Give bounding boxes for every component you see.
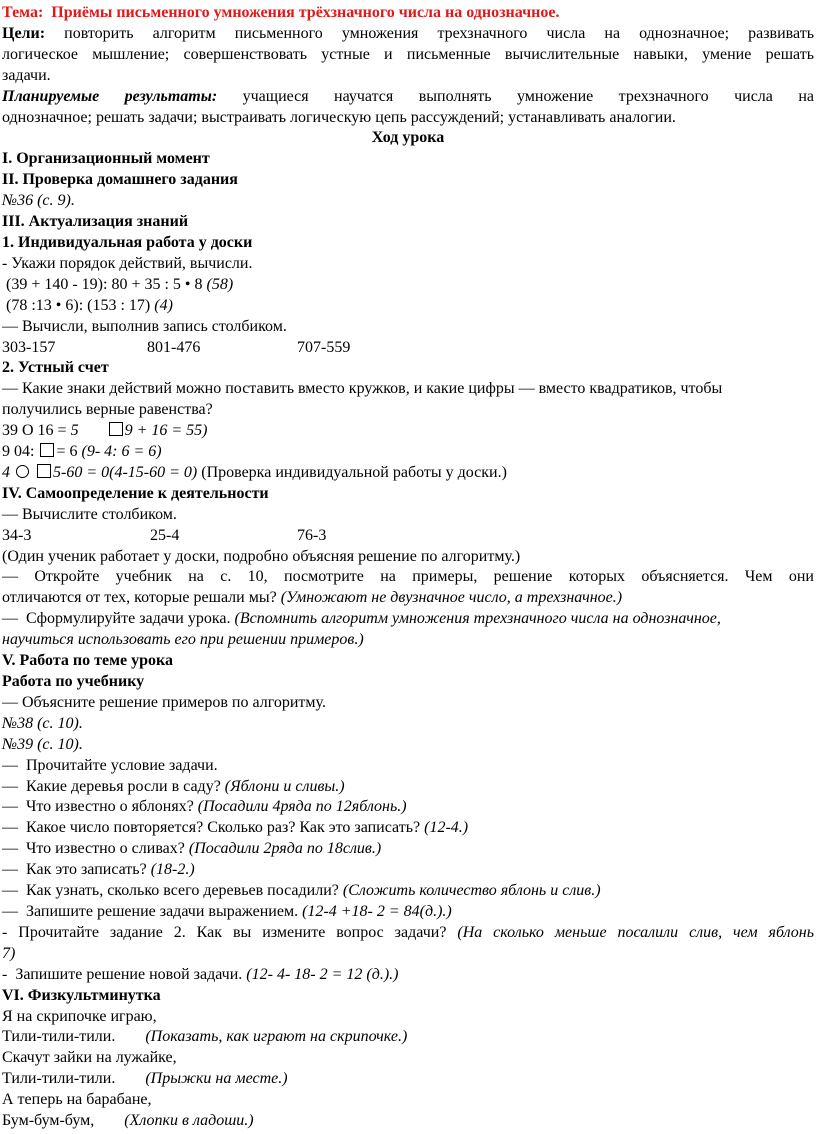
equation-1-b: 5 (70, 422, 79, 440)
open-book-line-2 (2, 588, 814, 609)
equation-2-a: 9 04: (2, 443, 39, 461)
task2-question: - Прочитайте задание 2. Как вы измените вопрос задачи? (2, 923, 458, 941)
column-item-2: 801-476 (147, 338, 201, 356)
equation-2-b: = 6 (56, 443, 82, 461)
square-placeholder-icon (37, 464, 51, 478)
open-book-text-2: отличаются от тех, которые решали мы? (2, 589, 281, 607)
open-book-line-1 (2, 567, 814, 588)
open-book-text-1: — Откройте учебник на с. 10, посмотрите на примеры, решение которых объясняется. Чем они (2, 568, 814, 586)
poem-line (2, 1111, 814, 1132)
qa-answer: (Яблони и сливы.) (224, 777, 345, 795)
qa-row (2, 756, 814, 777)
lesson-topic (2, 3, 814, 24)
equation-3-b: 5-60 = 0(4-15-60 = 0) (53, 463, 198, 481)
calc-items (2, 526, 814, 547)
poem-line (2, 1027, 814, 1048)
poem-note: (Показать, как играют на скрипочке.) (145, 1028, 408, 1046)
poem-text: Тили-тили-тили. (2, 1070, 116, 1088)
task-order: - Укажи порядок действий, вычисли. (2, 254, 253, 272)
goals-line-2 (2, 45, 814, 66)
goals-text-2: логическое мышление; совершенствовать устные и письменные вычислительные навыки, умение решать (2, 45, 814, 63)
calc-item-1: 34-3 (2, 526, 32, 544)
qa-answer: (12-4.) (424, 819, 469, 837)
results-line-1 (2, 87, 814, 108)
task2-answer-1: (На сколько меньше посалили слив, чем яблонь (457, 923, 814, 941)
formulate-answer-2: научиться использовать его при решении примеров.) (2, 631, 364, 649)
oral-question-1: — Какие знаки действий можно поставить вместо кружков, и какие цифры — вместо квадратиков, чтобы (2, 380, 723, 398)
equation-1 (2, 421, 814, 442)
qa-row (2, 881, 814, 902)
qa-answer: (12-4 +18- 2 = 84(д.).) (302, 902, 452, 920)
expression-1-text: (39 + 140 - 19): 80 + 35 : 5 • 8 (2, 275, 207, 293)
expression-1 (2, 275, 814, 296)
goals-line-3: задачи. (2, 66, 51, 84)
qa-question: — Запишите решение задачи выражением. (2, 902, 303, 920)
qa-row (2, 839, 814, 860)
section-1-heading: I. Организационный момент (2, 150, 210, 168)
open-book-answer: (Умножают не двузначное число, а трехзначное.) (280, 589, 623, 607)
qa-row (2, 860, 814, 881)
topic-label: Тема: (2, 4, 44, 21)
goals-line-1 (2, 24, 814, 45)
qa-row (2, 777, 814, 798)
section-6-heading: VI. Физкультминутка (2, 986, 161, 1004)
task2-answer-2: 7) (2, 944, 16, 962)
results-label: Планируемые результаты: (2, 87, 218, 105)
poem-line (2, 1069, 814, 1090)
homework-ref: №36 (с. 9). (2, 192, 75, 210)
poem-text: Тили-тили-тили. (2, 1028, 116, 1046)
qa-answer: (18-2.) (150, 861, 195, 879)
textbook-heading: Работа по учебнику (2, 673, 145, 690)
lesson-heading: Ход урока (371, 129, 445, 147)
expression-2-text: (78 :13 • 6): (153 : 17) (2, 296, 155, 314)
goals-label: Цели: (2, 24, 46, 42)
qa-question: — Что известно о сливах? (2, 840, 189, 858)
task2-question-line (2, 923, 814, 944)
qa-answer: (Посадили 4ряда по 12яблонь.) (197, 798, 407, 816)
exercise-39: №39 (с. 10). (2, 735, 83, 753)
poem-text: Скачут зайки на лужайке, (2, 1049, 177, 1067)
poem-text: А теперь на барабане, (2, 1091, 152, 1109)
qa-question: — Какие деревья росли в саду? (2, 777, 225, 795)
equation-2-c: (9- 4: 6 = 6) (81, 443, 162, 461)
column-item-1: 303-157 (2, 338, 56, 356)
formulate-line-1 (2, 609, 814, 630)
equation-1-c: 9 + 16 = 55) (124, 422, 208, 440)
oral-question-2: получились верные равенства? (2, 401, 213, 419)
qa-question: — Что известно о яблонях? (2, 798, 198, 816)
results-line-2: однозначное; решать задачи; выстраивать логическую цепь рассуждений; устанавливать аналогии. (2, 108, 676, 126)
equation-1-a: 39 О 16 = (2, 422, 71, 440)
exercise-38: №38 (с. 10). (2, 714, 83, 732)
subsection-3-2: 2. Устный счет (2, 359, 109, 377)
poem-text: Я на скрипочке играю, (2, 1007, 157, 1025)
section-5-heading: V. Работа по теме урока (2, 652, 173, 670)
poem-line (2, 1090, 814, 1111)
qa-row (2, 797, 814, 818)
section-3-heading: III. Актуализация знаний (2, 213, 189, 231)
equation-3-a: 4 (2, 463, 10, 481)
equation-2 (2, 442, 814, 463)
qa-row (2, 818, 814, 839)
circle-placeholder-icon (16, 465, 29, 478)
qa-answer: (Сложить количество яблонь и слив.) (342, 882, 601, 900)
poem-line (2, 1048, 814, 1069)
expression-2-answer: (4) (154, 296, 173, 314)
column-item-3: 707-559 (297, 338, 351, 356)
equation-3 (2, 463, 814, 484)
subsection-3-1: 1. Индивидуальная работа у доски (2, 233, 253, 251)
poem-note: (Прыжки на месте.) (145, 1070, 288, 1088)
formulate-answer-1: (Вспомнить алгоритм умножения трехзначного числа на однозначное, (234, 610, 721, 628)
formulate-text: — Сформулируйте задачи урока. (2, 610, 235, 628)
explain-task: — Объясните решение примеров по алгоритму. (2, 693, 326, 711)
topic-text: Приёмы письменного умножения трёхзначного числа на однозначное. (51, 4, 560, 21)
task2-write-answer: (12- 4- 18- 2 = 12 (д.).) (246, 965, 399, 983)
qa-question: — Как узнать, сколько всего деревьев посадили? (2, 882, 343, 900)
goals-text-1: повторить алгоритм письменного умножения трехзначного числа на однозначное; развивать (64, 24, 814, 42)
section-2-heading: II. Проверка домашнего задания (2, 171, 238, 189)
section-4-heading: IV. Самоопределение к деятельности (2, 484, 269, 502)
poem-text: Бум-бум-бум, (2, 1112, 95, 1130)
qa-question: — Как это записать? (2, 861, 151, 879)
calc-item-2: 25-4 (150, 526, 180, 544)
poem-line (2, 1007, 814, 1028)
qa-answer: (Посадили 2ряда по 18слив.) (188, 840, 382, 858)
expression-1-answer: (58) (206, 275, 234, 293)
expression-2 (2, 296, 814, 317)
qa-row (2, 902, 814, 923)
calc-item-3: 76-3 (297, 526, 327, 544)
square-placeholder-icon (109, 422, 123, 436)
one-student-note: (Один ученик работает у доски, подробно объясняя решение по алгоритму.) (2, 547, 521, 565)
task2-write-line (2, 965, 814, 986)
calc-task: — Вычислите столбиком. (2, 505, 177, 523)
column-items (2, 338, 814, 359)
equation-3-c: (Проверка индивидуальной работы у доски.) (197, 463, 507, 481)
results-text-1: учащиеся научатся выполнять умножение трехзначного числа на (242, 87, 814, 105)
qa-question: — Какое число повторяется? Сколько раз? Как это записать? (2, 819, 425, 837)
qa-question: — Прочитайте условие задачи. (2, 756, 218, 774)
poem-note: (Хлопки в ладоши.) (124, 1112, 254, 1130)
square-placeholder-icon (40, 443, 54, 457)
task2-write: - Запишите решение новой задачи. (2, 965, 247, 983)
column-task: — Вычисли, выполнив запись столбиком. (2, 317, 287, 335)
